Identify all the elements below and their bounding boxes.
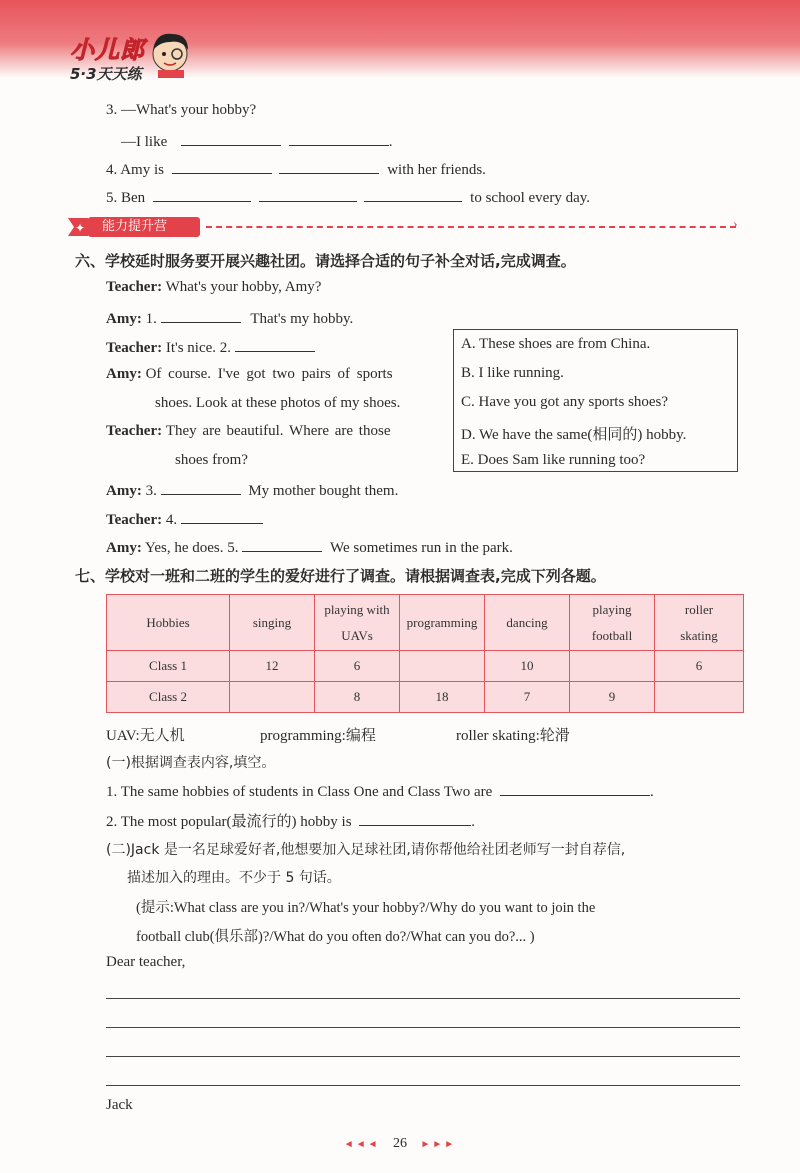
brand-logo xyxy=(70,30,145,84)
dialogue-line: Teacher: 4. xyxy=(106,509,263,529)
hint-line2: football club(俱乐部)?/What do you often do?/What can you do?... ) xyxy=(136,929,535,945)
page-number: 26 xyxy=(393,1136,407,1151)
item-3-answer: —I like . xyxy=(121,131,393,151)
answer-blank[interactable] xyxy=(153,187,251,202)
header-cell: playing football xyxy=(570,595,655,651)
table-cell: 6 xyxy=(655,651,744,682)
option-item: A. These shoes are from China. xyxy=(461,336,651,352)
next-arrows-icon: ►►► xyxy=(420,1139,457,1150)
table-cell xyxy=(655,682,744,713)
brand-subtitle: 5·3天天练 xyxy=(70,65,142,83)
section-divider xyxy=(206,226,736,228)
dialogue-line: Teacher: What's your hobby, Amy? xyxy=(106,279,322,295)
table-header-row xyxy=(107,595,744,651)
item-3-question: 3. —What's your hobby? xyxy=(106,102,257,118)
writing-line[interactable] xyxy=(106,1027,740,1028)
table-cell: 18 xyxy=(400,682,485,713)
dialogue-line: Amy: Of course. I've got two pairs of sports xyxy=(106,366,393,382)
salutation: Dear teacher, xyxy=(106,954,186,970)
item-4: 4. Amy is with her friends. xyxy=(106,159,486,179)
writing-line[interactable] xyxy=(106,998,740,999)
arrow-right-icon: › xyxy=(733,217,738,232)
answer-blank[interactable] xyxy=(359,811,471,826)
signature: Jack xyxy=(106,1097,133,1113)
option-item: D. We have the same(相同的) hobby. xyxy=(461,427,687,443)
answer-blank[interactable] xyxy=(161,480,241,495)
option-item: E. Does Sam like running too? xyxy=(461,452,646,468)
answer-blank[interactable] xyxy=(289,131,389,146)
glossary-programming: programming:编程 xyxy=(260,728,376,744)
table-row xyxy=(107,651,744,682)
table-cell: 10 xyxy=(485,651,570,682)
answer-blank[interactable] xyxy=(242,537,322,552)
item-5: 5. Ben to school every day. xyxy=(106,187,590,207)
table-cell xyxy=(230,682,315,713)
part1-item-2: 2. The most popular(最流行的) hobby is . xyxy=(106,810,475,831)
answer-blank[interactable] xyxy=(181,509,263,524)
table-row xyxy=(107,682,744,713)
table-cell xyxy=(400,651,485,682)
answer-blank[interactable] xyxy=(235,337,315,352)
dialogue-line-cont: shoes from? xyxy=(175,452,248,468)
dialogue-line-cont: shoes. Look at these photos of my shoes. xyxy=(155,395,401,411)
hint-line1: (提示:What class are you in?/What's your hobby?/Why do you want to join the xyxy=(136,900,596,916)
answer-blank[interactable] xyxy=(259,187,357,202)
table-cell: 7 xyxy=(485,682,570,713)
header-cell: programming xyxy=(400,595,485,651)
table-cell: 12 xyxy=(230,651,315,682)
section-banner-label: 能力提升营 xyxy=(88,217,200,237)
header-cell: playing with UAVs xyxy=(315,595,400,651)
glossary-uav: UAV:无人机 xyxy=(106,728,185,744)
table-cell: 8 xyxy=(315,682,400,713)
header-cell: singing xyxy=(230,595,315,651)
svg-text:✦: ✦ xyxy=(75,221,86,235)
glossary-roller-skating: roller skating:轮滑 xyxy=(456,728,570,744)
row-label: Class 1 xyxy=(107,651,230,682)
header-cell: roller skating xyxy=(655,595,744,651)
part2-line2: 描述加入的理由。不少于 5 句话。 xyxy=(127,870,341,886)
answer-blank[interactable] xyxy=(172,159,272,174)
part1-title: (一)根据调查表内容,填空。 xyxy=(106,755,276,771)
dialogue-line: Teacher: They are beautiful. Where are those xyxy=(106,423,391,439)
table-cell: 6 xyxy=(315,651,400,682)
table-cell: 9 xyxy=(570,682,655,713)
survey-table xyxy=(106,594,744,713)
header-cell: Hobbies xyxy=(107,595,230,651)
dialogue-line: Amy: 1. That's my hobby. xyxy=(106,308,353,328)
part2-line1: (二)Jack 是一名足球爱好者,他想要加入足球社团,请你帮他给社团老师写一封自荐信, xyxy=(106,842,626,858)
dialogue-line: Amy: 3. My mother bought them. xyxy=(106,480,398,500)
brand-name: 小儿郎 xyxy=(70,36,145,64)
dialogue-line: Teacher: It's nice. 2. xyxy=(106,337,315,357)
option-item: B. I like running. xyxy=(461,365,564,381)
mascot-icon xyxy=(148,26,194,78)
writing-line[interactable] xyxy=(106,1085,740,1086)
section-banner xyxy=(66,216,200,238)
header-cell: dancing xyxy=(485,595,570,651)
row-label: Class 2 xyxy=(107,682,230,713)
answer-blank[interactable] xyxy=(161,308,241,323)
part1-item-1: 1. The same hobbies of students in Class One and Class Two are . xyxy=(106,781,654,801)
prev-arrows-icon: ◄◄◄ xyxy=(343,1139,380,1150)
answer-blank[interactable] xyxy=(364,187,462,202)
writing-line[interactable] xyxy=(106,1056,740,1057)
answer-blank[interactable] xyxy=(500,781,650,796)
q6-title: 六、学校延时服务要开展兴趣社团。请选择合适的句子补全对话,完成调查。 xyxy=(75,252,576,270)
q7-title: 七、学校对一班和二班的学生的爱好进行了调查。请根据调查表,完成下列各题。 xyxy=(75,567,606,585)
option-item: C. Have you got any sports shoes? xyxy=(461,394,669,410)
page-footer xyxy=(0,1136,800,1152)
dialogue-line: Amy: Yes, he does. 5. We sometimes run in the park. xyxy=(106,537,513,557)
table-cell xyxy=(570,651,655,682)
answer-blank[interactable] xyxy=(181,131,281,146)
answer-blank[interactable] xyxy=(279,159,379,174)
